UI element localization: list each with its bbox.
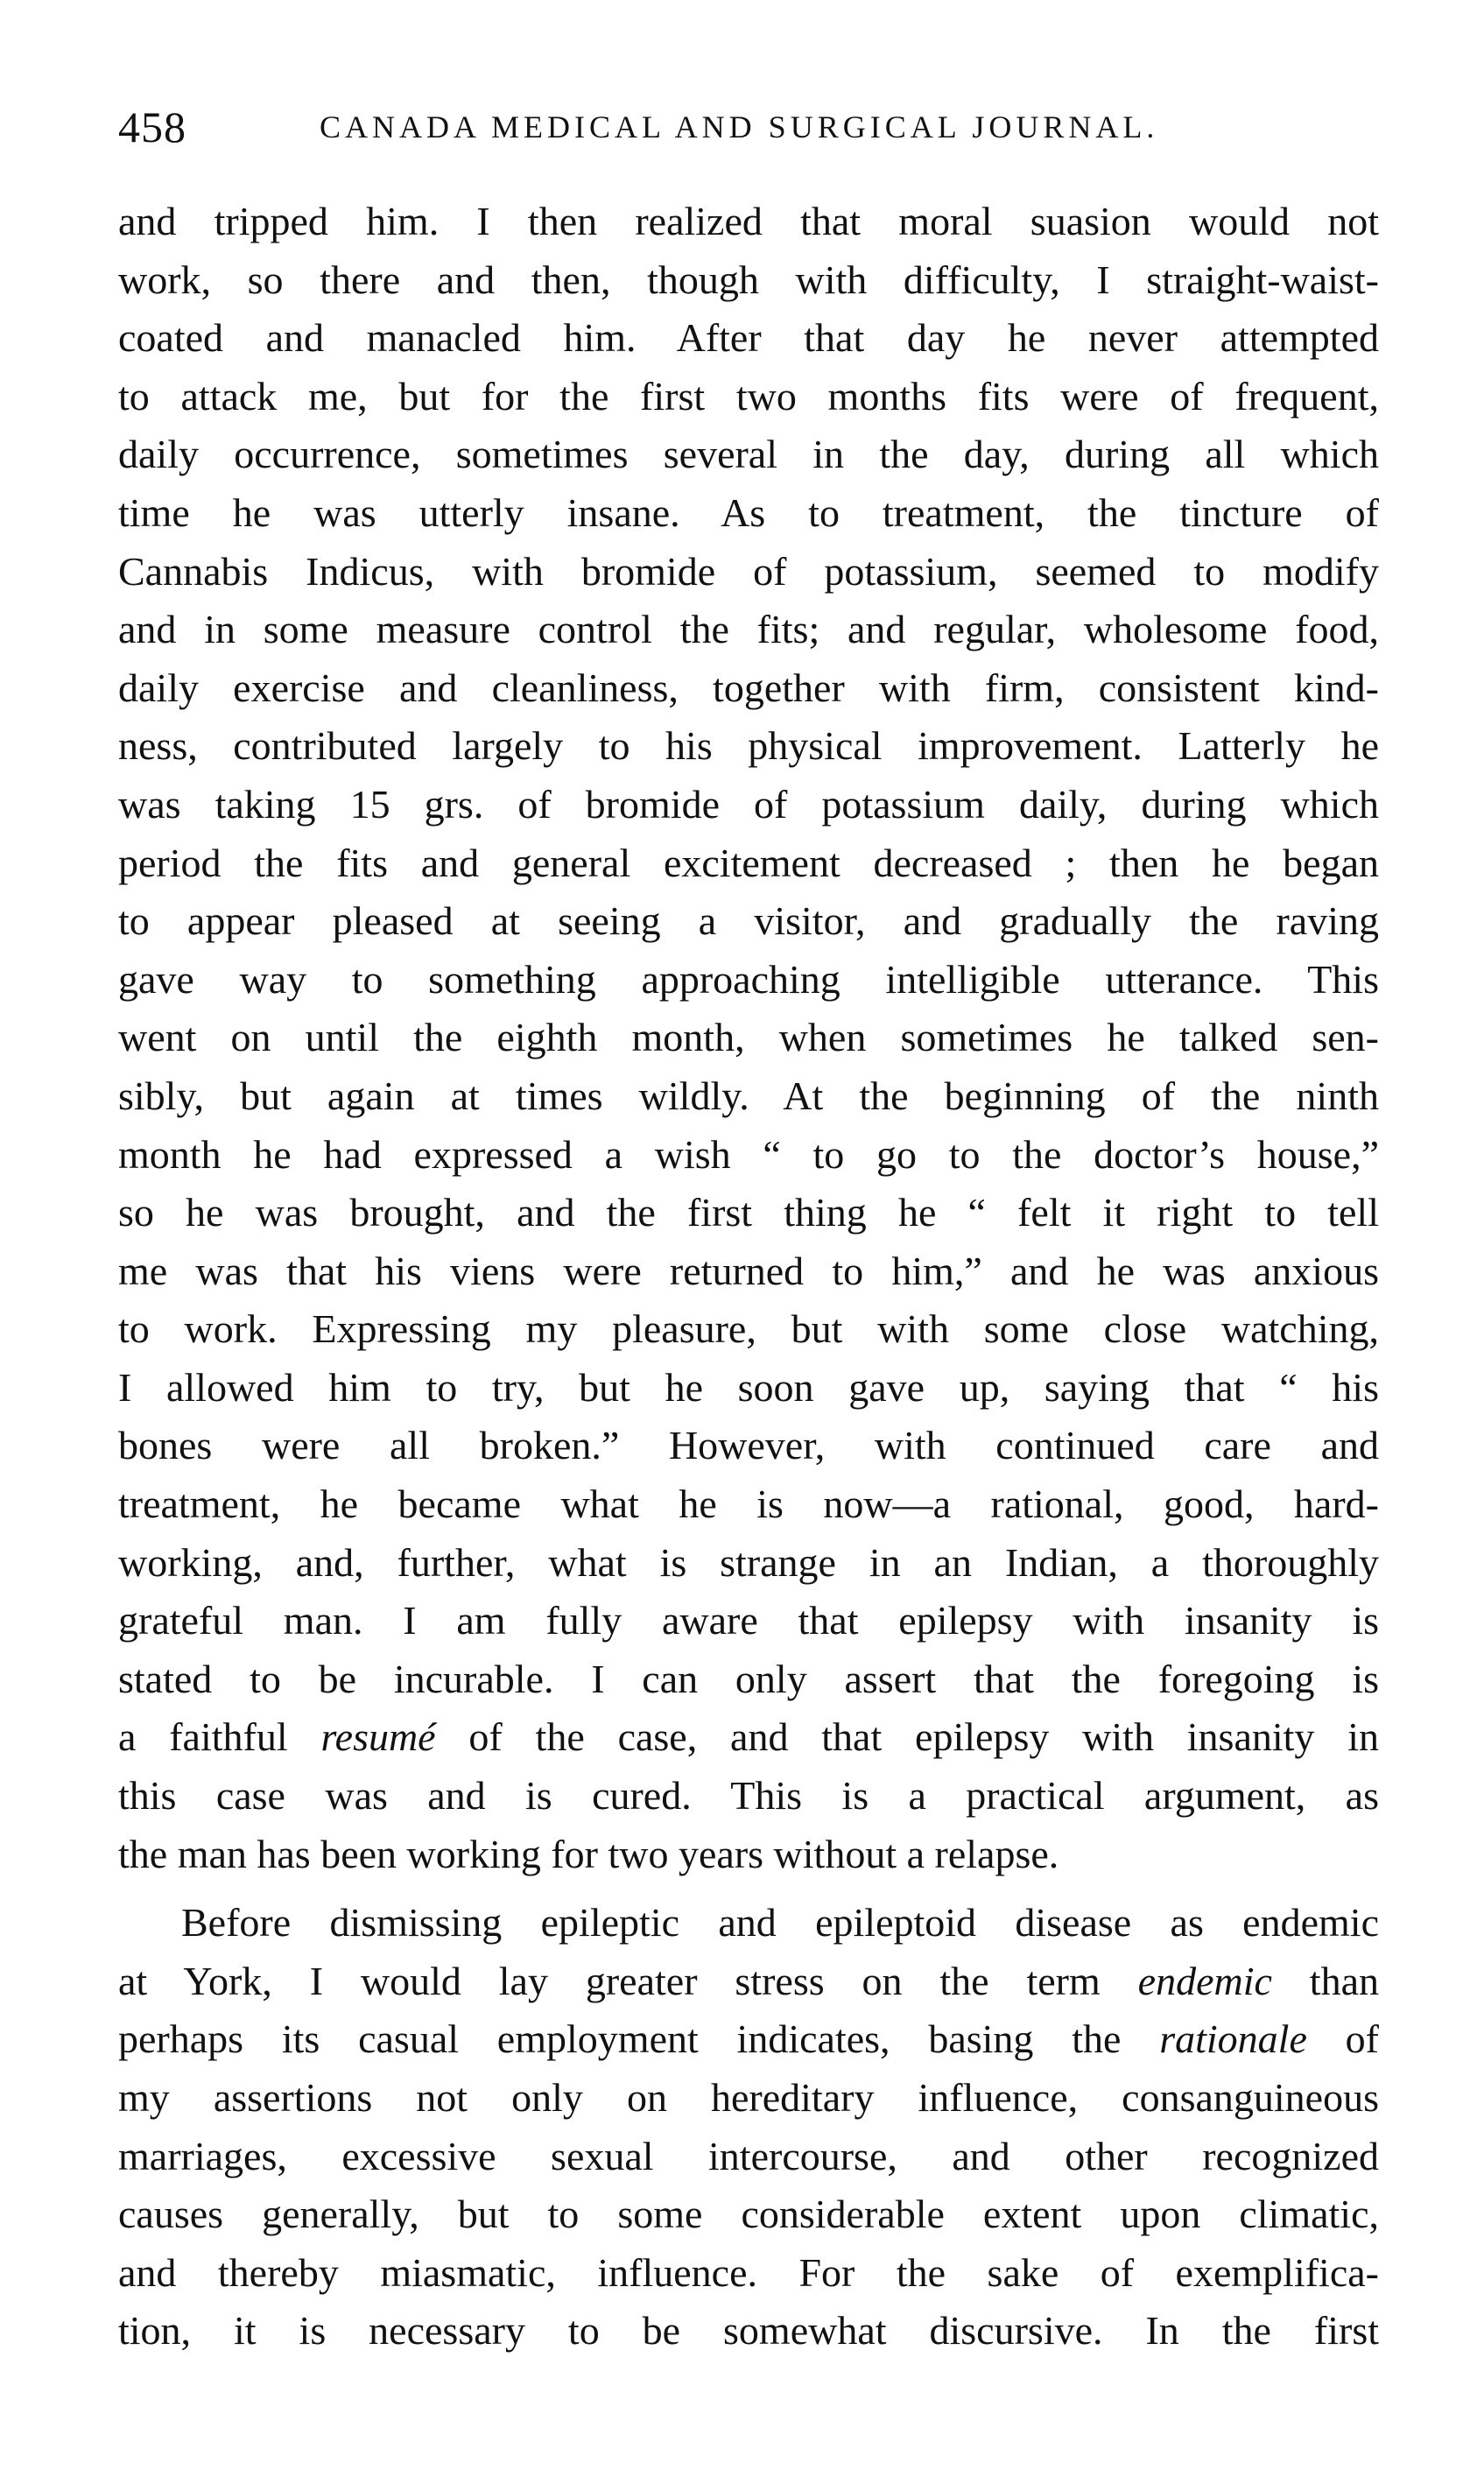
italic-term: endemic xyxy=(1137,1958,1272,2003)
text-line: and in some measure control the fits; and regular, wholesome food, xyxy=(118,607,1379,652)
text-line: the man has been working for two years without a relapse. xyxy=(118,1831,1059,1876)
text-line: to attack me, but for the first two months fits were of frequent, xyxy=(118,373,1379,419)
text-line: my assertions not only on hereditary influence, consanguineous xyxy=(118,2075,1379,2120)
page-header xyxy=(118,96,1379,158)
text-line: went on until the eighth month, when sometimes he talked sen- xyxy=(118,1015,1379,1060)
text-line: a faithful resumé of the case, and that epilepsy with insanity in xyxy=(118,1714,1380,1760)
text-line: month he had expressed a wish “ to go to the doctor’s house,” xyxy=(118,1131,1379,1177)
text-line: tion, it is necessary to be somewhat discursive. In the first xyxy=(118,2308,1379,2354)
text-line: marriages, excessive sexual intercourse, and other recognized xyxy=(118,2133,1379,2178)
text-line: period the fits and general excitement decreased ; then he began xyxy=(118,840,1379,885)
running-head: CANADA MEDICAL AND SURGICAL JOURNAL. xyxy=(320,109,1159,144)
paragraph xyxy=(118,1894,1379,2361)
text-line: perhaps its casual employment indicates, basing the rationale of xyxy=(118,2016,1379,2062)
text-line: and thereby miasmatic, influence. For the sake of exemplifica- xyxy=(118,2249,1379,2295)
italic-term: resumé xyxy=(320,1714,436,1760)
text-line: so he was brought, and the first thing he “ felt it right to tell xyxy=(118,1190,1379,1235)
text-line: coated and manacled him. After that day he never attempted xyxy=(118,315,1379,361)
text-line: gave way to something approaching intelligible utterance. This xyxy=(118,956,1379,1002)
text-line: time he was utterly insane. As to treatment, the tincture of xyxy=(118,489,1379,535)
text-line: grateful man. I am fully aware that epilepsy with insanity is xyxy=(118,1598,1379,1643)
text-line: Before dismissing epileptic and epileptoid disease as endemic xyxy=(181,1900,1379,1946)
text-line: treatment, he became what he is now—a rational, good, hard- xyxy=(118,1481,1379,1527)
text-line: bones were all broken.” However, with continued care and xyxy=(118,1423,1379,1468)
text-line: at York, I would lay greater stress on the term endemic than xyxy=(118,1958,1380,2003)
page-number: 458 xyxy=(118,102,186,151)
text-line: sibly, but again at times wildly. At the beginning of the ninth xyxy=(118,1073,1379,1118)
text-line: daily occurrence, sometimes several in the day, during all which xyxy=(118,432,1379,477)
text-line: this case was and is cured. This is a practical argument, as xyxy=(118,1773,1379,1819)
text-line: work, so there and then, though with difficulty, I straight-waist- xyxy=(118,257,1379,302)
text-line: and tripped him. I then realized that moral suasion would not xyxy=(118,199,1379,243)
text-line: to appear pleased at seeing a visitor, and gradually the raving xyxy=(118,898,1379,944)
text-line: was taking 15 grs. of bromide of potassium daily, during which xyxy=(118,781,1379,827)
text-line: daily exercise and cleanliness, together with firm, consistent kind- xyxy=(118,665,1379,710)
text-line: causes generally, but to some considerable extent upon climatic, xyxy=(118,2192,1379,2237)
text-line: I allowed him to try, but he soon gave up, saying that “ his xyxy=(118,1364,1379,1410)
text-line: to work. Expressing my pleasure, but with some close watching, xyxy=(118,1306,1379,1352)
italic-term: rationale xyxy=(1159,2016,1307,2062)
text-line: Cannabis Indicus, with bromide of potassium, seemed to modify xyxy=(118,548,1379,594)
text-line: me was that his viens were returned to him,” and he was anxious xyxy=(118,1248,1379,1293)
text-line: stated to be incurable. I can only assert that the foregoing is xyxy=(118,1656,1379,1701)
text-line: ness, contributed largely to his physical improvement. Latterly he xyxy=(118,723,1379,769)
paragraph xyxy=(118,193,1379,1883)
text-line: working, and, further, what is strange in an Indian, a thoroughly xyxy=(118,1539,1379,1585)
body-text xyxy=(118,193,1379,2361)
